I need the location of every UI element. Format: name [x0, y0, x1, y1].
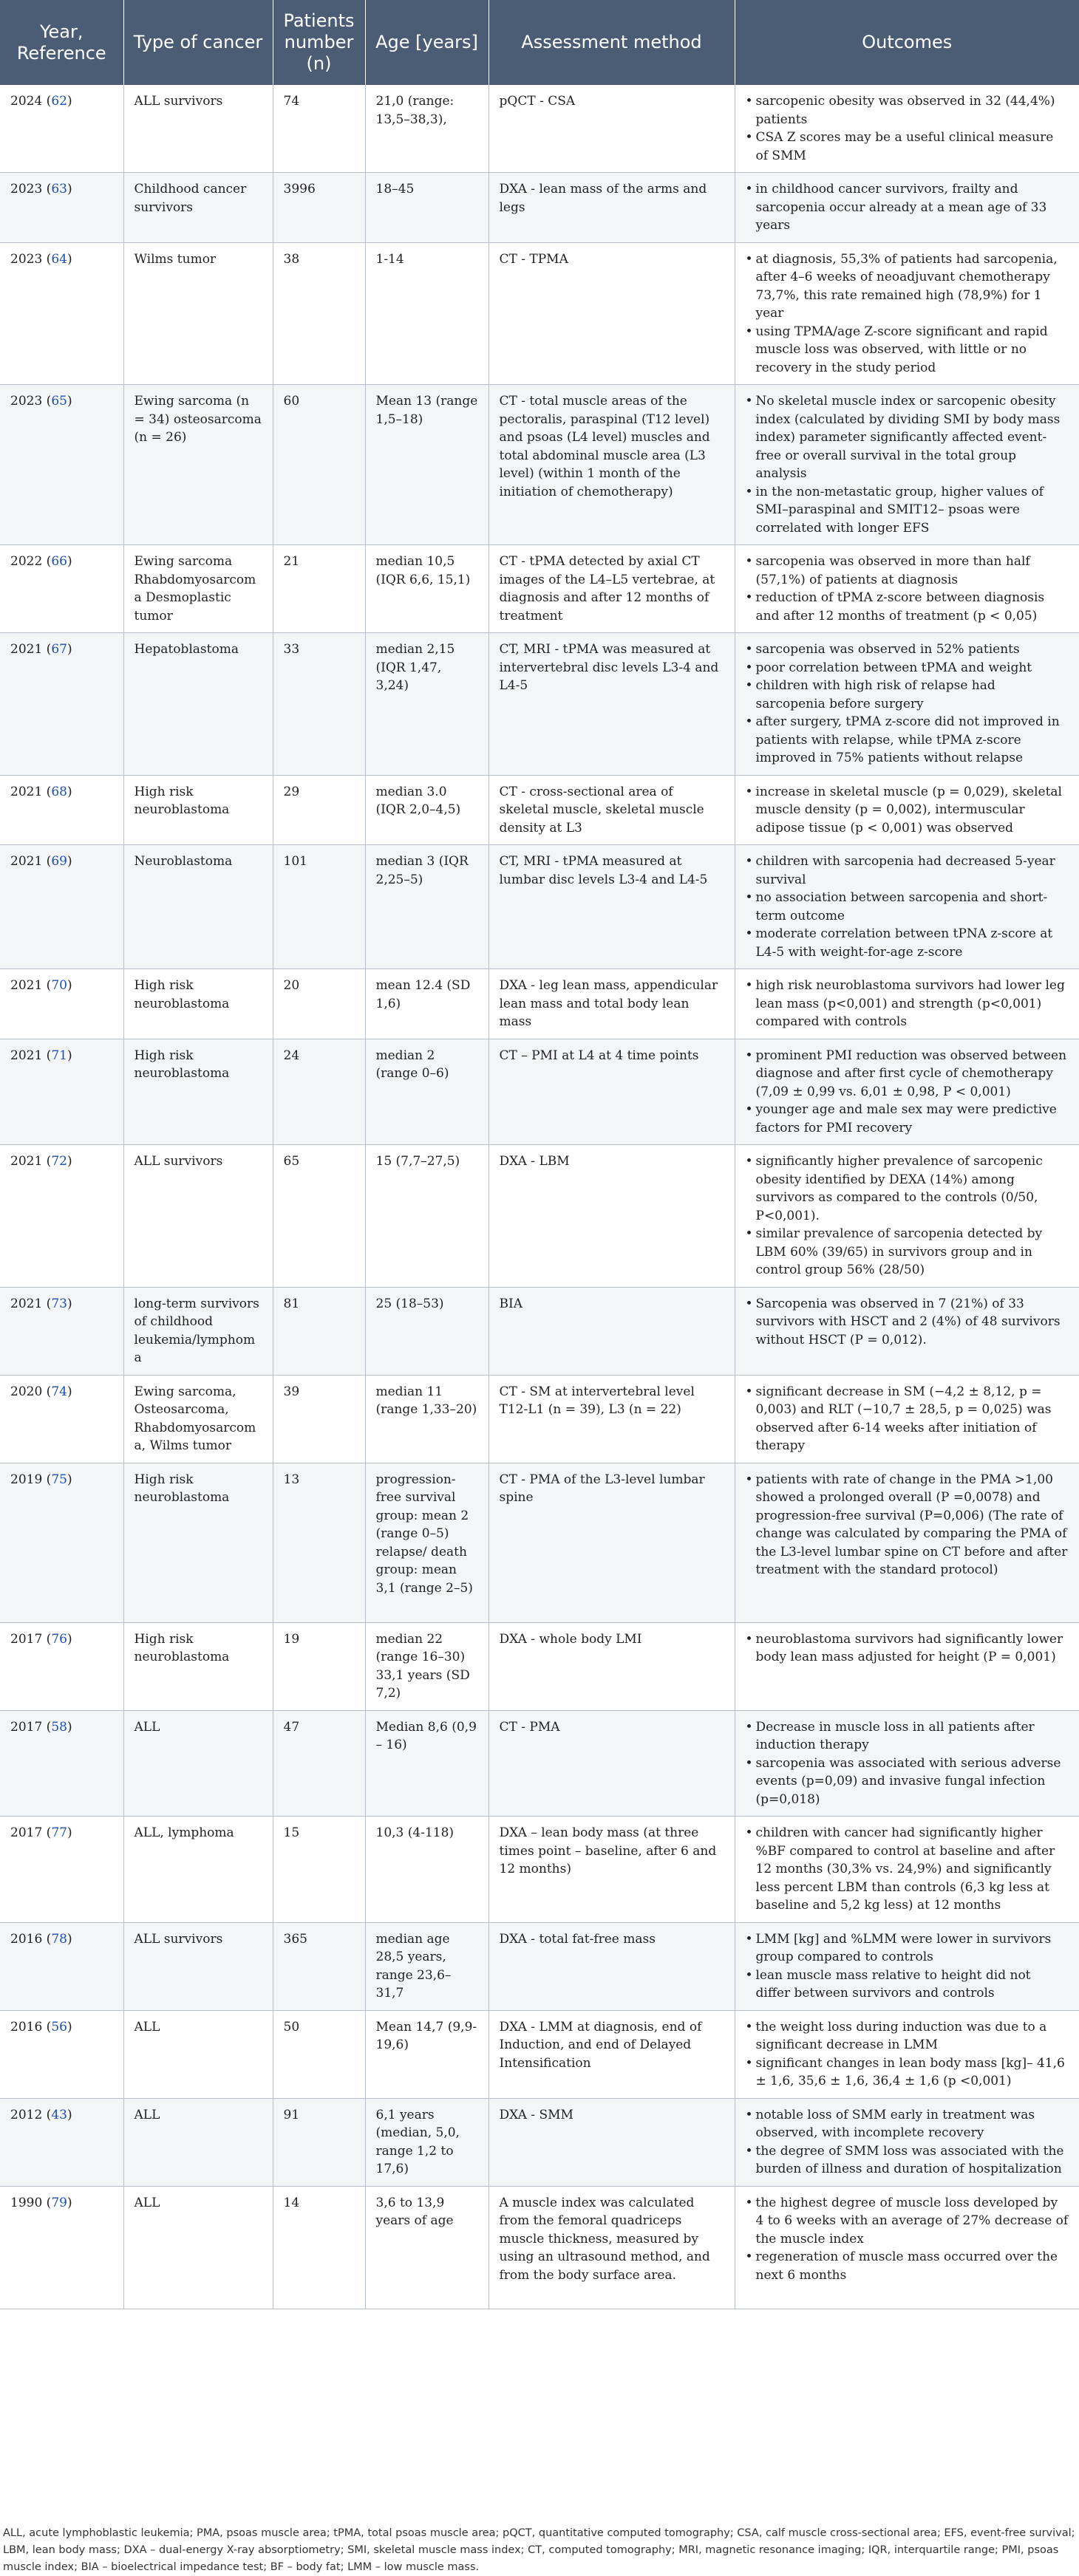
outcomes-list: [746, 640, 1069, 768]
outcome-item: • neuroblastoma survivors had significantly lower body lean mass adjusted for height (P = 0,001): [746, 1630, 1069, 1667]
year: 2019: [10, 1472, 43, 1487]
year: 2016: [10, 2019, 43, 2035]
cell-patients-number: 81: [273, 1287, 365, 1375]
table-row: [0, 545, 1079, 633]
year: 2012: [10, 2107, 43, 2122]
reference-link[interactable]: 70: [51, 978, 67, 993]
cell-patients-number: 14: [273, 2186, 365, 2309]
outcomes-list: [746, 853, 1069, 961]
cell-year-reference: 2020 (74): [0, 1375, 123, 1463]
reference-link[interactable]: 58: [51, 1719, 67, 1735]
outcomes-list: [746, 1047, 1069, 1138]
cell-patients-number: 3996: [273, 173, 365, 243]
table-row: [0, 1463, 1079, 1622]
reference-link[interactable]: 63: [51, 182, 67, 197]
cell-age: 3,6 to 13,9 years of age: [365, 2186, 489, 2309]
outcome-item: • after surgery, tPMA z-score did not improved in patients with relapse, while tPMA z-score improved in 75% patients without relapse: [746, 713, 1069, 768]
header-age: Age [years]: [365, 0, 489, 85]
cell-assessment-method: A muscle index was calculated from the femoral quadriceps muscle thickness, measured by using an ultrasound method, and from the body surface area.: [489, 2186, 735, 2309]
cell-type-of-cancer: ALL, lymphoma: [123, 1817, 273, 1923]
cell-type-of-cancer: ALL survivors: [123, 1145, 273, 1288]
year: 2022: [10, 554, 43, 569]
cell-age: median 2,15 (IQR 1,47, 3,24): [365, 633, 489, 776]
cell-assessment-method: CT – PMI at L4 at 4 time points: [489, 1039, 735, 1145]
cell-assessment-method: CT - PMA of the L3-level lumbar spine: [489, 1463, 735, 1622]
cell-outcomes: [735, 2186, 1079, 2309]
cell-age: median 10,5 (IQR 6,6, 15,1): [365, 545, 489, 633]
outcome-item: • poor correlation between tPMA and weight: [746, 659, 1069, 677]
cell-age: median 11 (range 1,33–20): [365, 1375, 489, 1463]
cell-year-reference: 2021 (69): [0, 845, 123, 969]
outcomes-list: [746, 1471, 1069, 1579]
cell-assessment-method: CT - PMA: [489, 1710, 735, 1817]
cell-assessment-method: pQCT - CSA: [489, 85, 735, 173]
cell-assessment-method: CT - SM at intervertebral level T12-L1 (n = 39), L3 (n = 22): [489, 1375, 735, 1463]
cell-year-reference: 2016 (56): [0, 2010, 123, 2098]
cell-assessment-method: CT - cross-sectional area of skeletal muscle, skeletal muscle density at L3: [489, 775, 735, 845]
cell-age: 15 (7,7–27,5): [365, 1145, 489, 1288]
outcome-item: • Sarcopenia was observed in 7 (21%) of 33 survivors with HSCT and 2 (4%) of 48 survivors without HSCT (P = 0,012).: [746, 1295, 1069, 1350]
reference-link[interactable]: 43: [51, 2107, 67, 2122]
cell-year-reference: 2021 (72): [0, 1145, 123, 1288]
outcome-item: • notable loss of SMM early in treatment was observed, with incomplete recovery: [746, 2106, 1069, 2142]
cell-year-reference: 2022 (66): [0, 545, 123, 633]
reference-link[interactable]: 73: [51, 1296, 67, 1311]
cell-assessment-method: CT, MRI - tPMA was measured at intervertebral disc levels L3-4 and L4-5: [489, 633, 735, 776]
cell-outcomes: [735, 173, 1079, 243]
cell-patients-number: 21: [273, 545, 365, 633]
cell-patients-number: 74: [273, 85, 365, 173]
outcome-item: • LMM [kg] and %LMM were lower in survivors group compared to controls: [746, 1930, 1069, 1967]
outcome-item: • significant decrease in SM (−4,2 ± 8,12, p = 0,003) and RLT (−10,7 ± 28,5, p = 0,025) was observed after 6-14 weeks after initiation of therapy: [746, 1383, 1069, 1455]
year: 2023: [10, 394, 43, 409]
outcome-item: • Decrease in muscle loss in all patients after induction therapy: [746, 1718, 1069, 1755]
cell-outcomes: [735, 845, 1079, 969]
cell-age: 6,1 years (median, 5,0, range 1,2 to 17,6): [365, 2098, 489, 2186]
outcomes-list: [746, 392, 1069, 537]
year: 2024: [10, 94, 43, 109]
reference-link[interactable]: 65: [51, 394, 67, 409]
table-row: [0, 173, 1079, 243]
cell-assessment-method: DXA - LMM at diagnosis, end of Induction, and end of Delayed Intensification: [489, 2010, 735, 2098]
cell-year-reference: 2021 (73): [0, 1287, 123, 1375]
table-row: [0, 633, 1079, 776]
outcome-item: • No skeletal muscle index or sarcopenic obesity index (calculated by dividing SMI by body mass index) parameter significantly affected event-free or overall survival in the total group analysis: [746, 392, 1069, 483]
cell-type-of-cancer: Ewing sarcoma (n = 34) osteosarcoma (n = 26): [123, 385, 273, 545]
cell-year-reference: 2021 (70): [0, 969, 123, 1039]
outcome-item: • sarcopenia was observed in more than half (57,1%) of patients at diagnosis: [746, 553, 1069, 589]
cell-outcomes: [735, 1039, 1079, 1145]
outcomes-list: [746, 180, 1069, 235]
cell-outcomes: [735, 2010, 1079, 2098]
outcome-item: • regeneration of muscle mass occurred over the next 6 months: [746, 2248, 1069, 2284]
header-year-reference: Year, Reference: [0, 0, 123, 85]
cell-year-reference: 2024 (62): [0, 85, 123, 173]
table-row: [0, 1817, 1079, 1923]
reference-link[interactable]: 68: [51, 784, 67, 799]
cell-type-of-cancer: Childhood cancer survivors: [123, 173, 273, 243]
year: 2017: [10, 1719, 43, 1735]
cell-assessment-method: CT, MRI - tPMA measured at lumbar disc levels L3-4 and L4-5: [489, 845, 735, 969]
cell-patients-number: 20: [273, 969, 365, 1039]
table-row: [0, 85, 1079, 173]
reference-link[interactable]: 64: [51, 251, 67, 267]
outcome-item: • prominent PMI reduction was observed between diagnose and after first cycle of chemotherapy (7,09 ± 0,99 vs. 6,01 ± 0,98, P < 0,001): [746, 1047, 1069, 1101]
cell-outcomes: [735, 242, 1079, 385]
outcomes-list: [746, 1152, 1069, 1280]
outcome-item: • CSA Z scores may be a useful clinical measure of SMM: [746, 129, 1069, 165]
reference-link[interactable]: 76: [51, 1631, 67, 1647]
cell-type-of-cancer: Ewing sarcoma Rhabdomyosarcoma Desmoplastic tumor: [123, 545, 273, 633]
cell-outcomes: [735, 1817, 1079, 1923]
cell-patients-number: 65: [273, 1145, 365, 1288]
cell-type-of-cancer: long-term survivors of childhood leukemia/lymphoma: [123, 1287, 273, 1375]
outcomes-list: [746, 2018, 1069, 2091]
header-type-of-cancer: Type of cancer: [123, 0, 273, 85]
table-row: [0, 1622, 1079, 1710]
outcome-item: • younger age and male sex may were predictive factors for PMI recovery: [746, 1101, 1069, 1137]
cell-patients-number: 15: [273, 1817, 365, 1923]
outcome-item: • high risk neuroblastoma survivors had lower leg lean mass (p<0,001) and strength (p<0,001) compared with controls: [746, 977, 1069, 1031]
header-patients-number: Patients number (n): [273, 0, 365, 85]
reference-link[interactable]: 66: [51, 554, 67, 569]
cell-age: 21,0 (range: 13,5–38,3),: [365, 85, 489, 173]
outcome-item: • in the non-metastatic group, higher values of SMI–paraspinal and SMIT12– psoas were correlated with longer EFS: [746, 483, 1069, 538]
outcome-item: • the weight loss during induction was due to a significant decrease in LMM: [746, 2018, 1069, 2054]
outcome-item: • in childhood cancer survivors, frailty and sarcopenia occur already at a mean age of 33 years: [746, 180, 1069, 235]
outcomes-list: [746, 783, 1069, 838]
outcome-item: • sarcopenic obesity was observed in 32 (44,4%) patients: [746, 92, 1069, 129]
cell-type-of-cancer: High risk neuroblastoma: [123, 1039, 273, 1145]
year: 2017: [10, 1825, 43, 1840]
table-row: [0, 1375, 1079, 1463]
year: 2021: [10, 784, 43, 799]
cell-outcomes: [735, 969, 1079, 1039]
year: 2021: [10, 1154, 43, 1169]
cell-type-of-cancer: High risk neuroblastoma: [123, 775, 273, 845]
table-row: [0, 2186, 1079, 2309]
cell-age: Mean 14,7 (9,9-19,6): [365, 2010, 489, 2098]
cell-age: median 22 (range 16–30) 33,1 years (SD 7,2): [365, 1622, 489, 1710]
year: 2023: [10, 182, 43, 197]
outcome-item: • significantly higher prevalence of sarcopenic obesity identified by DEXA (14%) among survivors as compared to the controls (0/50, P<0,001).: [746, 1152, 1069, 1225]
reference-link[interactable]: 79: [51, 2195, 67, 2210]
outcomes-list: [746, 977, 1069, 1031]
table-row: [0, 2010, 1079, 2098]
table-row: [0, 969, 1079, 1039]
cell-outcomes: [735, 1463, 1079, 1622]
cell-outcomes: [735, 1287, 1079, 1375]
reference-link[interactable]: 67: [51, 642, 67, 657]
reference-link[interactable]: 71: [51, 1048, 67, 1063]
cell-age: Mean 13 (range 1,5–18): [365, 385, 489, 545]
cell-outcomes: [735, 85, 1079, 173]
cell-outcomes: [735, 1710, 1079, 1817]
year: 2020: [10, 1384, 43, 1399]
cell-patients-number: 19: [273, 1622, 365, 1710]
reference-link[interactable]: 56: [51, 2019, 67, 2035]
cell-assessment-method: DXA - lean mass of the arms and legs: [489, 173, 735, 243]
outcome-item: • similar prevalence of sarcopenia detected by LBM 60% (39/65) in survivors group and in control group 56% (28/50): [746, 1225, 1069, 1280]
cell-year-reference: 2021 (71): [0, 1039, 123, 1145]
cell-year-reference: 2019 (75): [0, 1463, 123, 1622]
cell-year-reference: 2017 (58): [0, 1710, 123, 1817]
outcomes-list: [746, 1383, 1069, 1455]
cell-patients-number: 24: [273, 1039, 365, 1145]
reference-link[interactable]: 72: [51, 1154, 67, 1169]
cell-age: median 2 (range 0–6): [365, 1039, 489, 1145]
cell-age: mean 12.4 (SD 1,6): [365, 969, 489, 1039]
outcome-item: • the highest degree of muscle loss developed by 4 to 6 weeks with an average of 27% decrease of the muscle index: [746, 2194, 1069, 2249]
cell-patients-number: 101: [273, 845, 365, 969]
cell-assessment-method: BIA: [489, 1287, 735, 1375]
cell-patients-number: 47: [273, 1710, 365, 1817]
outcome-item: • at diagnosis, 55,3% of patients had sarcopenia, after 4–6 weeks of neoadjuvant chemotherapy 73,7%, this rate remained high (78,9%) for 1 year: [746, 250, 1069, 323]
cell-type-of-cancer: High risk neuroblastoma: [123, 969, 273, 1039]
reference-link[interactable]: 62: [51, 94, 67, 109]
cell-type-of-cancer: ALL survivors: [123, 85, 273, 173]
cell-patients-number: 38: [273, 242, 365, 385]
table-row: [0, 845, 1079, 969]
cell-assessment-method: DXA - LBM: [489, 1145, 735, 1288]
outcome-item: • sarcopenia was associated with serious adverse events (p=0,09) and invasive fungal infection (p=0,018): [746, 1755, 1069, 1809]
cell-outcomes: [735, 633, 1079, 776]
cell-age: median 3 (IQR 2,25–5): [365, 845, 489, 969]
cell-outcomes: [735, 1145, 1079, 1288]
cell-age: progression-free survival group: mean 2 (range 0–5) relapse/ death group: mean 3,1 (range 2–5): [365, 1463, 489, 1622]
cell-type-of-cancer: High risk neuroblastoma: [123, 1622, 273, 1710]
outcome-item: • no association between sarcopenia and short-term outcome: [746, 889, 1069, 925]
table-row: [0, 1710, 1079, 1817]
outcomes-list: [746, 1295, 1069, 1350]
header-row: [0, 0, 1079, 85]
cell-assessment-method: CT - total muscle areas of the pectoralis, paraspinal (T12 level) and psoas (L4 level) muscles and total abdominal muscle area (L3 level) (within 1 month of the initiation of chemotherapy): [489, 385, 735, 545]
cell-type-of-cancer: ALL: [123, 2186, 273, 2309]
cell-age: 25 (18–53): [365, 1287, 489, 1375]
cell-type-of-cancer: ALL: [123, 1710, 273, 1817]
cell-assessment-method: DXA - leg lean mass, appendicular lean mass and total body lean mass: [489, 969, 735, 1039]
cell-age: 1-14: [365, 242, 489, 385]
cell-patients-number: 91: [273, 2098, 365, 2186]
table-body: [0, 85, 1079, 2309]
cell-assessment-method: CT - tPMA detected by axial CT images of the L4–L5 vertebrae, at diagnosis and after 12 months of treatment: [489, 545, 735, 633]
cell-age: median age 28,5 years, range 23,6–31,7: [365, 1922, 489, 2010]
table-row: [0, 2098, 1079, 2186]
table-row: [0, 1287, 1079, 1375]
header-assessment-method: Assessment method: [489, 0, 735, 85]
cell-year-reference: 2023 (65): [0, 385, 123, 545]
outcomes-list: [746, 92, 1069, 165]
outcome-item: • sarcopenia was observed in 52% patients: [746, 640, 1069, 659]
cell-patients-number: 60: [273, 385, 365, 545]
outcome-item: • children with cancer had significantly higher %BF compared to control at baseline and after 12 months (30,3% vs. 24,9%) and significantly less percent LBM than controls (6,3 kg less at baseline and 5,2 kg less) at 12 months: [746, 1824, 1069, 1915]
year: 2021: [10, 642, 43, 657]
cell-year-reference: 2021 (67): [0, 633, 123, 776]
outcomes-list: [746, 1824, 1069, 1915]
cell-age: median 3.0 (IQR 2,0–4,5): [365, 775, 489, 845]
table-row: [0, 385, 1079, 545]
table-footnote: ALL, acute lymphoblastic leukemia; PMA, psoas muscle area; tPMA, total psoas muscle area; pQCT, quantitative computed tomography; CSA, calf muscle cross-sectional area; EFS, event-free survival; LBM, lean body mass; DXA – dual-energy X-ray absorptiometry; SMI, skeletal muscle mass index; CT, computed tomography; MRI, magnetic resonance imaging; IQR, interquartile range; PMI, psoas muscle index; BIA – bioelectrical impedance test; BF – body fat; LMM – low muscle mass.: [3, 2527, 1075, 2573]
year: 2021: [10, 1048, 43, 1063]
outcome-item: • using TPMA/age Z-score significant and rapid muscle loss was observed, with little or no recovery in the study period: [746, 323, 1069, 377]
cell-assessment-method: CT - TPMA: [489, 242, 735, 385]
outcome-item: • lean muscle mass relative to height did not differ between survivors and controls: [746, 1967, 1069, 2003]
reference-link[interactable]: 78: [51, 1931, 67, 1947]
cell-type-of-cancer: Hepatoblastoma: [123, 633, 273, 776]
cell-assessment-method: DXA - SMM: [489, 2098, 735, 2186]
outcome-item: • children with high risk of relapse had sarcopenia before surgery: [746, 677, 1069, 713]
cell-patients-number: 50: [273, 2010, 365, 2098]
year: 2017: [10, 1631, 43, 1647]
table-row: [0, 775, 1079, 845]
outcome-item: • the degree of SMM loss was associated with the burden of illness and duration of hospitalization: [746, 2142, 1069, 2179]
table-row: [0, 1039, 1079, 1145]
table-row: [0, 242, 1079, 385]
outcomes-list: [746, 250, 1069, 377]
cell-outcomes: [735, 1922, 1079, 2010]
table-row: [0, 1922, 1079, 2010]
cell-assessment-method: DXA - total fat-free mass: [489, 1922, 735, 2010]
cell-year-reference: 2021 (68): [0, 775, 123, 845]
outcome-item: • patients with rate of change in the PMA >1,00 showed a prolonged overall (P =0,0078) and progression-free survival (P=0,006) (The rate of change was calculated by comparing the PMA of the L3-level lumbar spine on CT before and after treatment with the standard protocol): [746, 1471, 1069, 1579]
cell-assessment-method: DXA - whole body LMI: [489, 1622, 735, 1710]
outcomes-list: [746, 1630, 1069, 1667]
outcome-item: • reduction of tPMA z-score between diagnosis and after 12 months of treatment (p < 0,05): [746, 589, 1069, 625]
year: 2021: [10, 978, 43, 993]
outcomes-list: [746, 553, 1069, 625]
cell-type-of-cancer: ALL: [123, 2098, 273, 2186]
cell-patients-number: 29: [273, 775, 365, 845]
outcome-item: • increase in skeletal muscle (p = 0,029), skeletal muscle density (p = 0,002), intermuscular adipose tissue (p < 0,001) was observed: [746, 783, 1069, 838]
year: 2016: [10, 1931, 43, 1947]
cell-age: 18–45: [365, 173, 489, 243]
cell-outcomes: [735, 545, 1079, 633]
cell-patients-number: 33: [273, 633, 365, 776]
year: 1990: [10, 2195, 43, 2210]
cell-age: 10,3 (4-118): [365, 1817, 489, 1923]
cell-year-reference: 2016 (78): [0, 1922, 123, 2010]
cell-assessment-method: DXA – lean body mass (at three times point – baseline, after 6 and 12 months): [489, 1817, 735, 1923]
reference-link[interactable]: 74: [51, 1384, 67, 1399]
cell-patients-number: 13: [273, 1463, 365, 1622]
cell-type-of-cancer: Neuroblastoma: [123, 845, 273, 969]
cell-type-of-cancer: Wilms tumor: [123, 242, 273, 385]
cell-type-of-cancer: ALL survivors: [123, 1922, 273, 2010]
year: 2021: [10, 1296, 43, 1311]
cell-year-reference: 2012 (43): [0, 2098, 123, 2186]
header-outcomes: Outcomes: [735, 0, 1079, 85]
cell-outcomes: [735, 2098, 1079, 2186]
cell-year-reference: 2023 (64): [0, 242, 123, 385]
cell-outcomes: [735, 775, 1079, 845]
cell-patients-number: 39: [273, 1375, 365, 1463]
cell-age: Median 8,6 (0,9 – 16): [365, 1710, 489, 1817]
outcomes-list: [746, 2194, 1069, 2285]
outcome-item: • moderate correlation between tPNA z-score at L4-5 with weight-for-age z-score: [746, 925, 1069, 961]
cell-year-reference: 2017 (77): [0, 1817, 123, 1923]
reference-link[interactable]: 77: [51, 1825, 67, 1840]
year: 2023: [10, 251, 43, 267]
outcomes-list: [746, 1718, 1069, 1809]
year: 2021: [10, 854, 43, 869]
cell-outcomes: [735, 1375, 1079, 1463]
reference-link[interactable]: 69: [51, 854, 67, 869]
cell-outcomes: [735, 385, 1079, 545]
reference-link[interactable]: 75: [51, 1472, 67, 1487]
cell-type-of-cancer: ALL: [123, 2010, 273, 2098]
cell-patients-number: 365: [273, 1922, 365, 2010]
cell-year-reference: 2023 (63): [0, 173, 123, 243]
cell-outcomes: [735, 1622, 1079, 1710]
cell-year-reference: 1990 (79): [0, 2186, 123, 2309]
cell-year-reference: 2017 (76): [0, 1622, 123, 1710]
cell-type-of-cancer: Ewing sarcoma, Osteosarcoma, Rhabdomyosarcoma, Wilms tumor: [123, 1375, 273, 1463]
cell-type-of-cancer: High risk neuroblastoma: [123, 1463, 273, 1622]
outcomes-list: [746, 1930, 1069, 2003]
table-row: [0, 1145, 1079, 1288]
outcome-item: • children with sarcopenia had decreased 5-year survival: [746, 853, 1069, 889]
outcome-item: • significant changes in lean body mass [kg]– 41,6 ± 1,6, 35,6 ± 1,6, 36,4 ± 1,6 (p <0,001): [746, 2054, 1069, 2091]
outcomes-list: [746, 2106, 1069, 2179]
